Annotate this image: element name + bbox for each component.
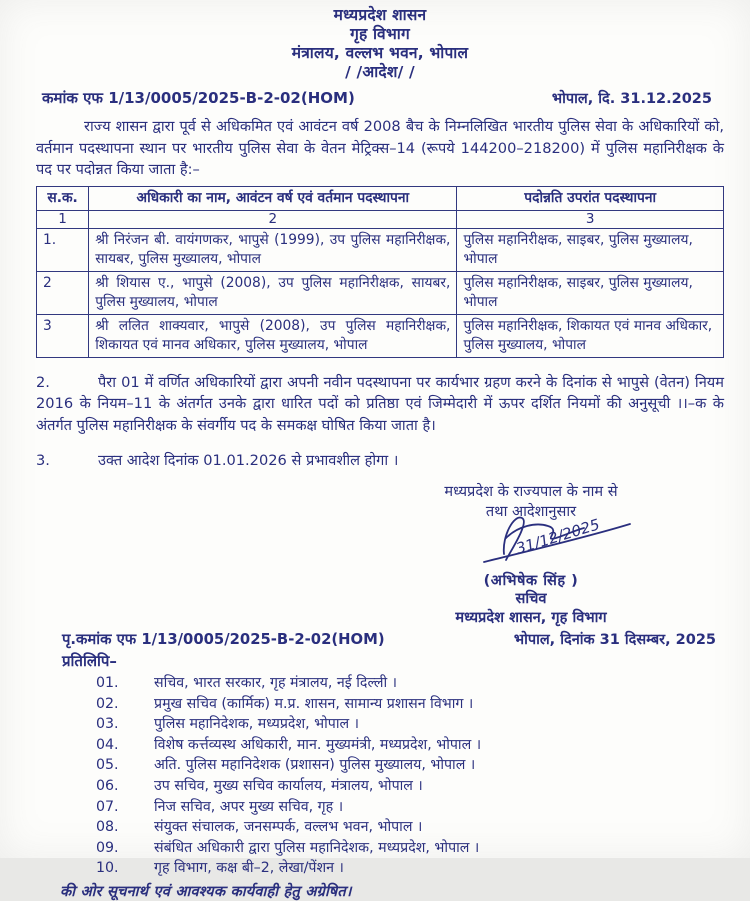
- department-name: गृह विभाग: [350, 25, 410, 43]
- copy-item-text: उप सचिव, मुख्य सचिव कार्यालय, मंत्रालय, भोपाल ।: [154, 777, 423, 794]
- officer-posting-cell: पुलिस महानिरीक्षक, शिकायत एवं मानव अधिकार, पुलिस मुख्यालय, भोपाल: [457, 314, 724, 357]
- copy-list-item: [36, 714, 724, 735]
- copy-item-text: विशेष कर्त्तव्यस्थ अधिकारी, मान. मुख्यमंत्री, मध्यप्रदेश, भोपाल ।: [154, 736, 482, 753]
- authority-line-2: तथा आदेशानुसार: [485, 502, 577, 520]
- copy-item-number: 08.: [96, 819, 119, 836]
- copy-item-number: 05.: [96, 757, 119, 774]
- copy-item-number: 10.: [96, 860, 119, 877]
- signatory-block: [366, 572, 696, 628]
- copy-item-text: सचिव, भारत सरकार, गृह मंत्रालय, नई दिल्ली ।: [154, 675, 398, 691]
- signatory-designation: सचिव: [515, 590, 547, 607]
- column-number-3: 3: [457, 210, 724, 228]
- reference-number: कमांक एफ 1/13/0005/2025-B-2-02(HOM): [42, 89, 355, 107]
- copy-item-text: पुलिस महानिदेशक, मध्यप्रदेश, भोपाल ।: [154, 716, 359, 733]
- officer-name-cell: श्री निरंजन बी. वायंगणकर, भापुसे (1999), उप पुलिस महानिरीक्षक, सायबर, पुलिस मुख्यालय, भोपाल: [89, 228, 457, 271]
- copy-item-text: प्रमुख सचिव (कार्मिक) म.प्र. शासन, सामान्य प्रशासन विभाग ।: [154, 695, 474, 712]
- copy-list-item: [36, 838, 724, 859]
- copy-item-text: गृह विभाग, कक्ष बी–2, लेखा/पेंशन ।: [154, 860, 344, 877]
- endorsement-line: [36, 629, 724, 649]
- header-posting: पदोन्नति उपरांत पदस्थापना: [457, 186, 724, 210]
- copy-list-item: [36, 755, 724, 776]
- office-address: मंत्रालय, वल्लभ भवन, भोपाल: [291, 44, 469, 62]
- column-number-1: 1: [37, 210, 89, 228]
- officer-row: [37, 314, 724, 357]
- header-serial-no: स.क.: [37, 186, 89, 210]
- order-title: / /आदेश/ /: [345, 63, 415, 81]
- copy-item-number: 06.: [96, 777, 119, 794]
- endorsement-number: पृ.कमांक एफ 1/13/0005/2025-B-2-02(HOM): [62, 631, 385, 648]
- reference-line: [36, 88, 724, 108]
- copy-item-text: अति. पुलिस महानिदेशक (प्रशासन) पुलिस मुख्यालय, भोपाल ।: [154, 757, 476, 774]
- copy-list-item: [36, 817, 724, 838]
- copy-item-number: 07.: [96, 798, 119, 815]
- officer-row: [37, 271, 724, 314]
- copy-list-item: [36, 797, 724, 818]
- officer-row: [37, 228, 724, 271]
- place-and-date: भोपाल, दि. 31.12.2025: [551, 91, 712, 107]
- copy-item-text: निज सचिव, अपर मुख्य सचिव, गृह ।: [154, 798, 344, 815]
- signature-date-scrawl: 31/12/2025: [513, 514, 602, 558]
- closing-line: की ओर सूचनार्थ एवं आवश्यक कार्यवाही हेतु अग्रेषित।: [60, 882, 352, 900]
- copy-list-item: [36, 735, 724, 756]
- table-header-row: [37, 186, 724, 210]
- paragraph-3-number: 3.: [36, 452, 50, 469]
- copy-list-item: [36, 858, 724, 879]
- officer-serial-no: 2: [37, 271, 89, 314]
- copy-list-item: [36, 694, 724, 715]
- copy-list-item: [36, 673, 724, 694]
- paragraph-2-text: पैरा 01 में वर्णित अधिकारियों द्वारा अपनी नवीन पदस्थापना पर कार्यभार ग्रहण करने के दिनांक से भापुसे (वेतन) नियम 2016 के नियम–11 के अंतर्गत उनके द्वारा धारित पदों को प्रतिष्ठा एवं जिम्मेदारी में ऊपर दर्शित नियमों की अनुसूची ।।–क के अंतर्गत पुलिस महानिरीक्षक के संवर्गीय पद के समकक्ष घोषित किया जाता है।: [36, 373, 724, 434]
- officer-serial-no: 3: [37, 314, 89, 357]
- officer-posting-cell: पुलिस महानिरीक्षक, साइबर, पुलिस मुख्यालय, भोपाल: [457, 271, 724, 314]
- authority-block: [366, 482, 696, 628]
- copy-item-number: 09.: [96, 839, 119, 856]
- authority-section: [36, 482, 724, 628]
- signatory-name: (अभिषेक सिंह ): [483, 571, 579, 589]
- officer-name-cell: श्री शियास ए., भापुसे (2008), उप पुलिस महानिरीक्षक, सायबर, पुलिस मुख्यालय, भोपाल: [89, 271, 457, 314]
- order-paragraph-1: राज्य शासन द्वारा पूर्व से अधिकमित एवं आवंटन वर्ष 2008 बैच के निम्नलिखित भारतीय पुलिस सेवा के अधिकारियों को, वर्तमान पदस्थापना स्थान पर भारतीय पुलिस सेवा के वेतन मेट्रिक्स–14 (रूपये 144200–218200) में पुलिस महानिरीक्षक के पद पर पदोन्नत किया जाता है:–: [36, 118, 724, 178]
- copy-item-text: संयुक्त संचालक, जनसम्पर्क, वल्लभ भवन, भोपाल ।: [154, 819, 423, 836]
- distribution-list: [36, 673, 724, 879]
- copy-list-item: [36, 776, 724, 797]
- officer-serial-no: 1.: [37, 228, 89, 271]
- copy-item-number: 04.: [96, 736, 119, 753]
- column-number-row: [37, 210, 724, 228]
- header-officer-name: अधिकारी का नाम, आवंटन वर्ष एवं वर्तमान पदस्थापना: [89, 186, 457, 210]
- copy-item-number: 03.: [96, 716, 119, 733]
- column-number-2: 2: [89, 210, 457, 228]
- signatory-department: मध्यप्रदेश शासन, गृह विभाग: [455, 608, 607, 626]
- paragraph-3-text: उक्त आदेश दिनांक 01.01.2026 से प्रभावशील होगा ।: [98, 452, 399, 469]
- officer-posting-cell: पुलिस महानिरीक्षक, साइबर, पुलिस मुख्यालय, भोपाल: [457, 228, 724, 271]
- paragraph-2-number: 2.: [36, 373, 50, 391]
- document-header: [36, 6, 724, 82]
- copy-item-number: 01.: [96, 675, 119, 691]
- copy-item-text: संबंधित अधिकारी द्वारा पुलिस महानिदेशक, मध्यप्रदेश, भोपाल ।: [154, 839, 480, 856]
- officer-name-cell: श्री ललित शाक्यवार, भापुसे (2008), उप पुलिस महानिरीक्षक, शिकायत एवं मानव अधिकार, पुलिस मुख्यालय, भोपाल: [89, 314, 457, 357]
- authority-line-1: मध्यप्रदेश के राज्यपाल के नाम से: [444, 482, 618, 500]
- copy-to-label: प्रतिलिपि–: [62, 652, 117, 670]
- officer-table-body: [37, 228, 724, 357]
- endorsement-place-date: भोपाल, दिनांक 31 दिसम्बर, 2025: [513, 632, 716, 648]
- government-name: मध्यप्रदेश शासन: [333, 6, 427, 24]
- officers-table: [36, 186, 724, 358]
- copy-item-number: 02.: [96, 695, 119, 712]
- order-paragraph-3: [36, 450, 724, 472]
- order-paragraph-2: [36, 372, 724, 437]
